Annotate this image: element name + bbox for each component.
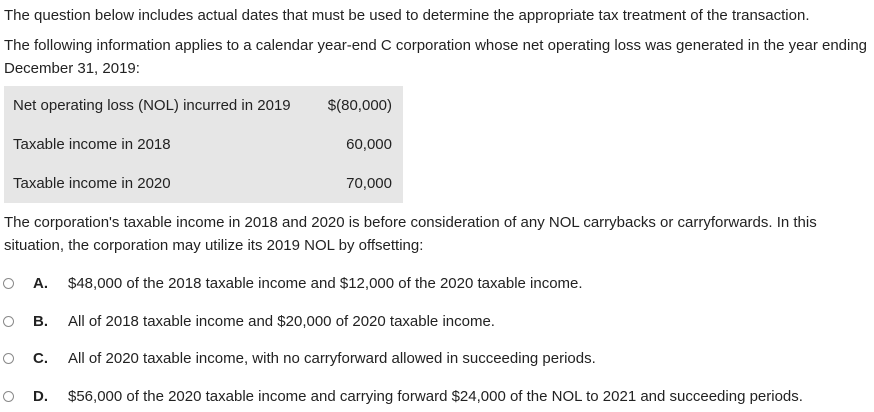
option-letter: B.: [33, 313, 48, 330]
option-d[interactable]: [0, 386, 874, 412]
row-label: Net operating loss (NOL) incurred in 2019: [13, 97, 291, 114]
option-c[interactable]: [0, 348, 874, 374]
table-row: [4, 125, 403, 164]
radio-button-c[interactable]: [3, 353, 14, 364]
row-value: 60,000: [346, 136, 392, 153]
option-letter: A.: [33, 275, 48, 292]
info-table: [4, 86, 403, 203]
row-label: Taxable income in 2018: [13, 136, 171, 153]
row-label: Taxable income in 2020: [13, 175, 171, 192]
option-b[interactable]: [0, 311, 874, 337]
option-text: All of 2018 taxable income and $20,000 of 2020 taxable income.: [68, 313, 495, 330]
option-text: All of 2020 taxable income, with no carryforward allowed in succeeding periods.: [68, 350, 596, 367]
radio-button-a[interactable]: [3, 278, 14, 289]
option-letter: C.: [33, 350, 48, 367]
row-value: 70,000: [346, 175, 392, 192]
option-text: $48,000 of the 2018 taxable income and $12,000 of the 2020 taxable income.: [68, 275, 583, 292]
table-row: [4, 164, 403, 203]
row-value: $(80,000): [327, 97, 392, 114]
question-stem: The corporation's taxable income in 2018 and 2020 is before consideration of any NOL carrybacks or carryforwards. In this situation, the corporation may utilize its 2019 NOL by offsetting:: [4, 214, 817, 254]
radio-button-d[interactable]: [3, 391, 14, 402]
intro-line-1: The question below includes actual dates that must be used to determine the appropriate tax treatment of the transaction.: [4, 7, 810, 24]
option-a[interactable]: [0, 273, 874, 299]
radio-button-b[interactable]: [3, 316, 14, 327]
intro-line-2: The following information applies to a calendar year-end C corporation whose net operating loss was generated in the year ending December 31, 2019:: [4, 37, 868, 77]
table-row: [4, 86, 403, 125]
option-text: $56,000 of the 2020 taxable income and carrying forward $24,000 of the NOL to 2021 and succeeding periods.: [68, 388, 803, 405]
option-letter: D.: [33, 388, 48, 405]
